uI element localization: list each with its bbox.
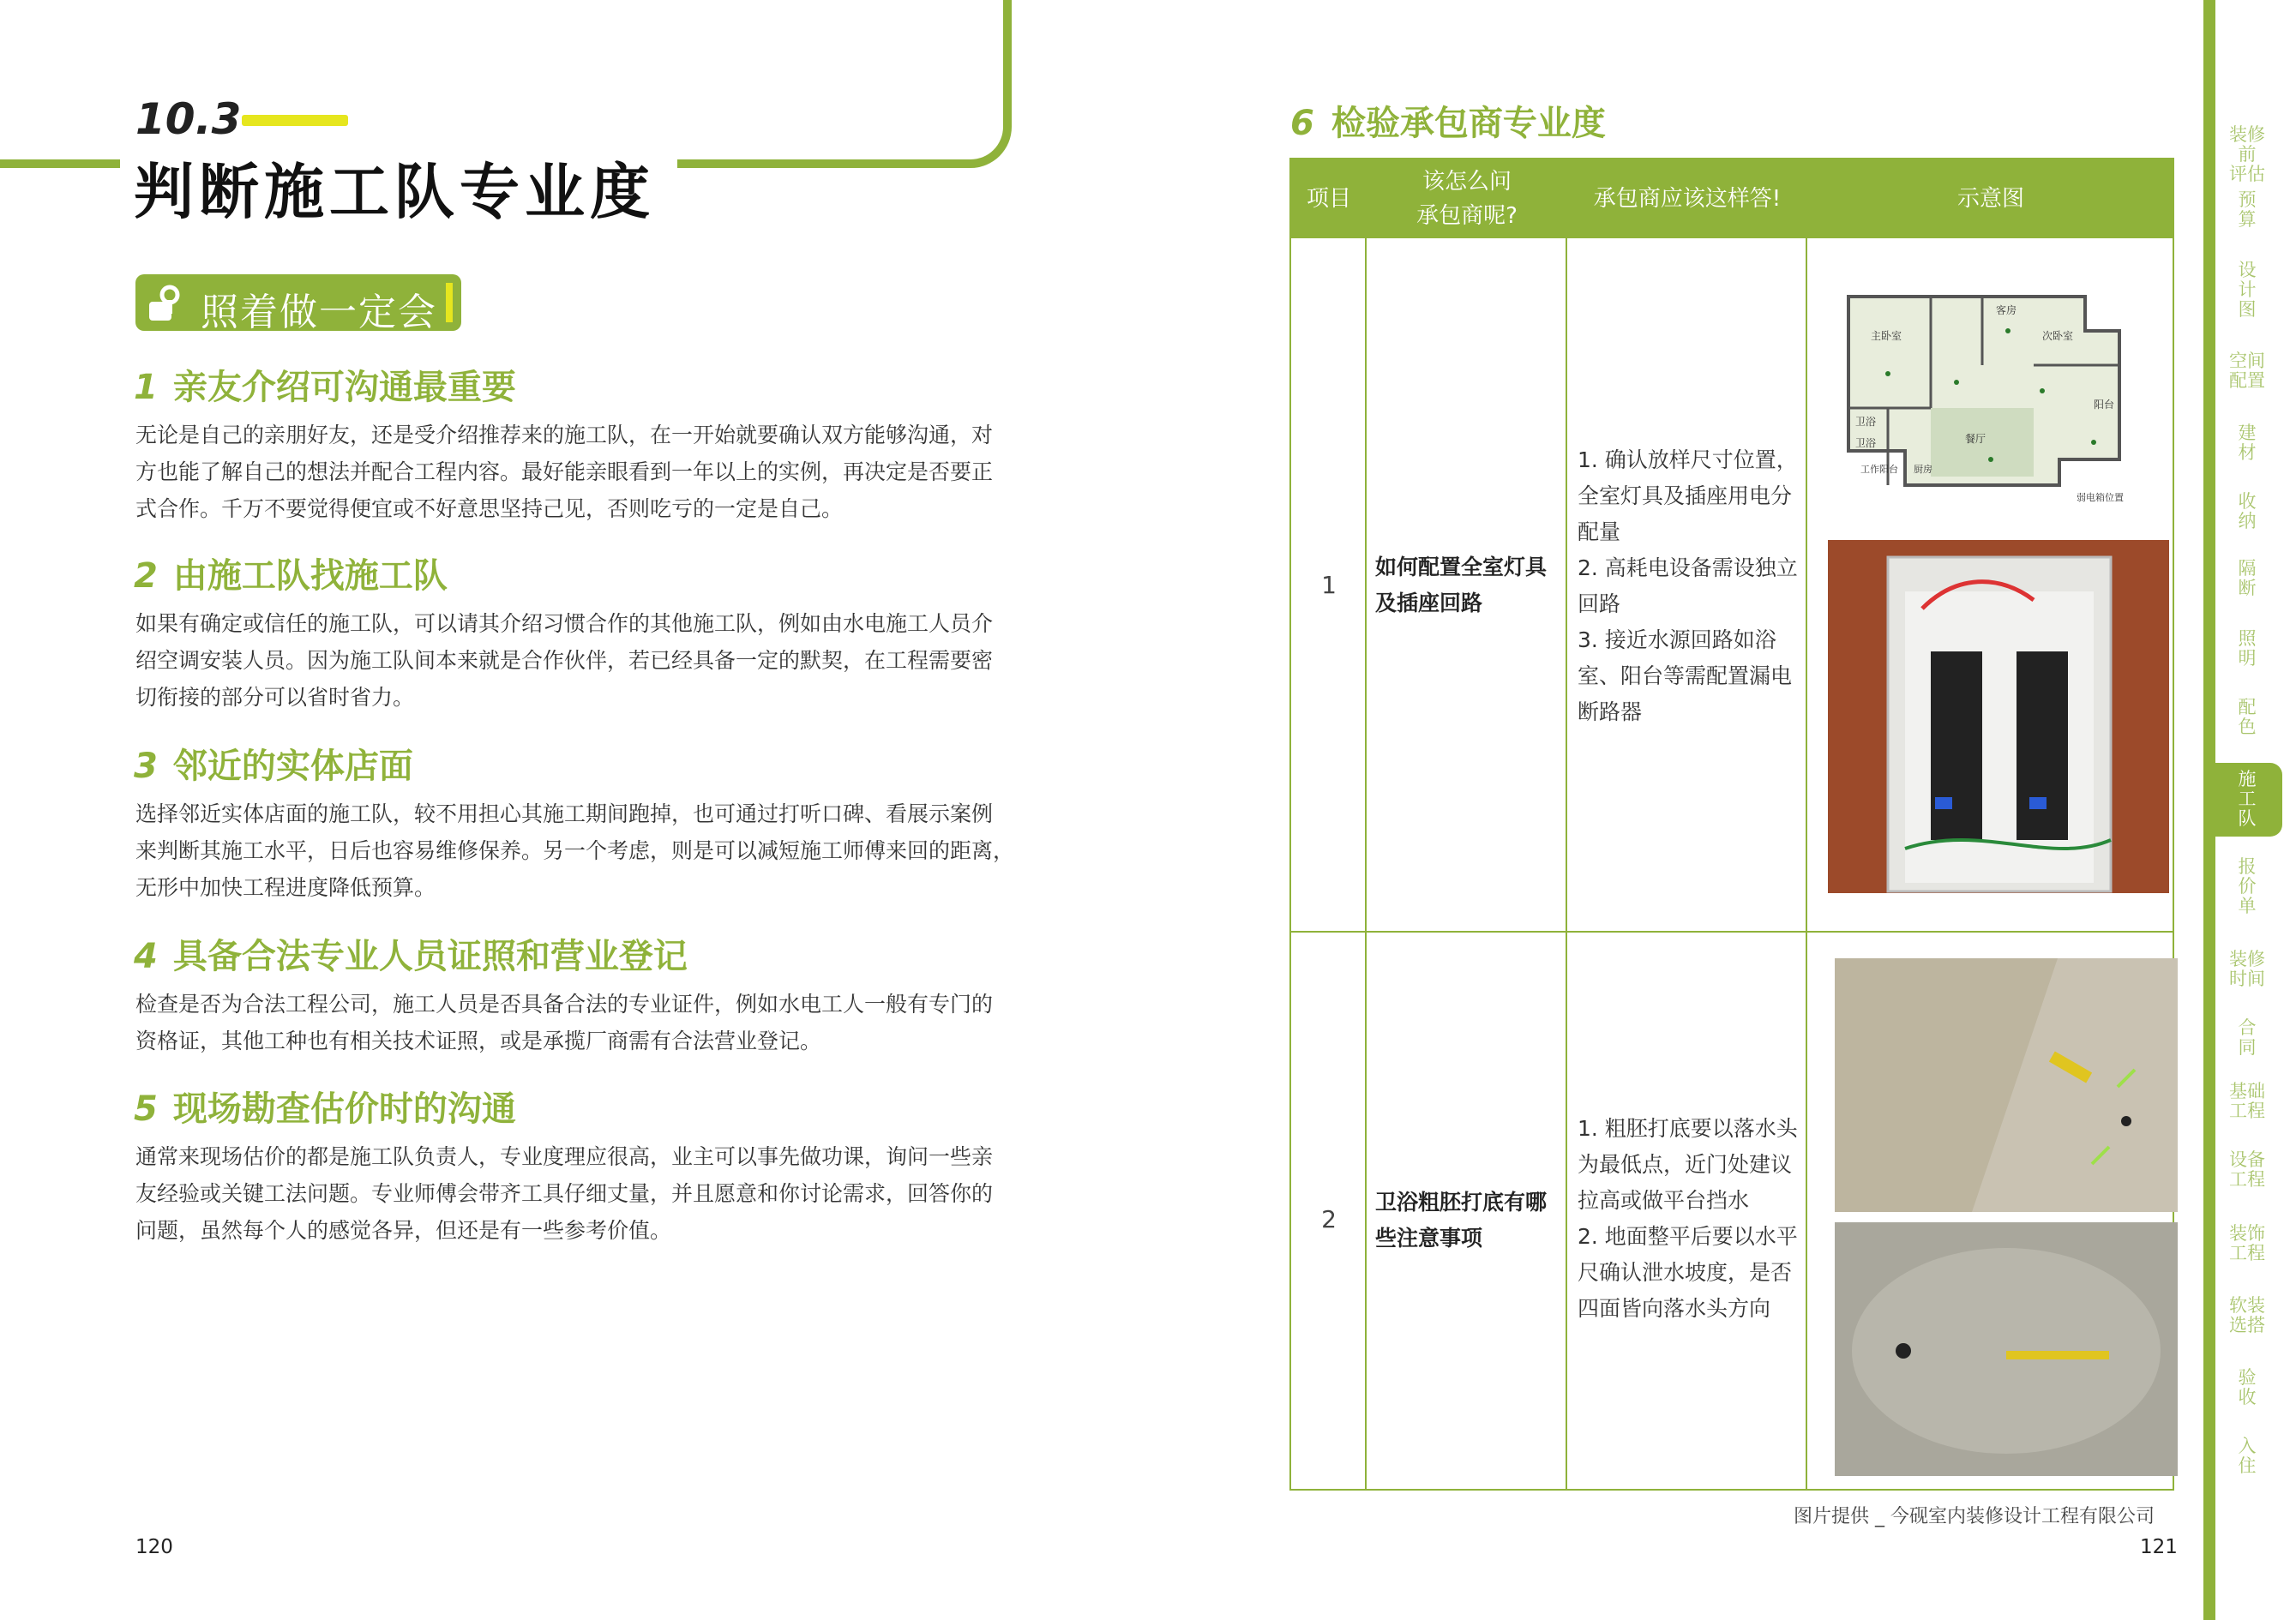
bathroom-floor-drawing-2: [1835, 1222, 2178, 1476]
bathroom-floor-photo-2: [1835, 1222, 2178, 1476]
floorplan-label: 餐厅: [1965, 433, 1986, 445]
floorplan-label: 客房: [1996, 304, 2017, 316]
breaker-panel-drawing: [1828, 540, 2169, 893]
side-nav-item[interactable]: [2226, 261, 2269, 320]
floorplan-label: 阳台: [2094, 399, 2115, 411]
side-nav-item-text: 时间: [2229, 969, 2265, 989]
answer-line: 全室灯具及插座用电分: [1578, 483, 1793, 508]
side-nav-item-text: 计: [2238, 279, 2257, 300]
side-nav-item[interactable]: [2226, 950, 2269, 989]
side-nav-item-text: 空间: [2229, 351, 2265, 371]
item-paragraph: [135, 986, 1027, 1059]
side-nav-item-text: 装饰: [2229, 1223, 2265, 1244]
answer-line: 室、阳台等需配置漏电: [1578, 663, 1793, 688]
item-number: 5: [134, 1089, 158, 1129]
item-paragraph: [135, 1138, 1027, 1249]
side-nav-item[interactable]: [2226, 1082, 2269, 1121]
answer-line: 配量: [1578, 519, 1621, 544]
side-nav-item-text: 验: [2238, 1367, 2257, 1388]
paragraph-line: 检查是否为合法工程公司，施工人员是否具备合法的专业证件，例如水电工人一般有专门的: [135, 992, 994, 1017]
badge-stripe: [446, 283, 453, 322]
item-title: 亲友介绍可沟通最重要: [172, 368, 516, 407]
floorplan-label: 主卧室: [1871, 330, 1902, 342]
side-nav-item-text: 收: [2238, 1387, 2257, 1407]
side-nav-item[interactable]: [2226, 629, 2269, 669]
side-nav-item[interactable]: [2226, 770, 2269, 829]
side-nav-item[interactable]: [2226, 698, 2269, 737]
side-nav-item-text: 预: [2238, 189, 2257, 210]
side-nav-item-text: 收: [2238, 491, 2257, 512]
section-title: 判断施工队专业度: [134, 156, 655, 227]
answer-line: 1. 粗胚打底要以落水头: [1578, 1116, 1798, 1141]
side-nav-item-text: 报: [2238, 856, 2257, 877]
side-nav-item-text: 施: [2238, 769, 2257, 789]
bathroom-floor-drawing-1: [1835, 958, 2178, 1212]
side-nav-item-text: 价: [2238, 876, 2257, 897]
side-nav-item-text: 纳: [2238, 511, 2257, 531]
table-section-heading: [1290, 96, 1606, 145]
col-header-illustration: 示意图: [1807, 159, 2174, 238]
side-nav-item-text: 选搭: [2229, 1315, 2265, 1335]
item-paragraph: [135, 605, 1027, 716]
side-nav-item[interactable]: [2226, 857, 2269, 916]
side-nav-item-text: 色: [2238, 717, 2257, 737]
side-nav-item-text: 隔: [2238, 558, 2257, 579]
side-nav-item-text: 队: [2238, 808, 2257, 829]
paragraph-line: 通常来现场估价的都是施工队负责人，专业度理应很高，业主可以事先做功课，询问一些亲: [135, 1144, 994, 1169]
item-heading: [134, 929, 688, 978]
floorplan-label: 弱电箱位置: [2077, 492, 2124, 503]
side-nav-item-text: 建: [2238, 423, 2257, 443]
paragraph-line: 绍空调安装人员。因为施工队间本来就是合作伙伴，若已经具备一定的默契，在工程需要密: [135, 648, 994, 673]
section-number: 10.3: [135, 94, 242, 144]
paragraph-line: 如果有确定或信任的施工队，可以请其介绍习惯合作的其他施工队，例如由水电施工人员介: [135, 611, 994, 636]
answer-line: 断路器: [1578, 699, 1643, 724]
row-1-question: 如何配置全室灯具 及插座回路: [1375, 555, 1548, 615]
side-nav-item-text: 装修前: [2229, 124, 2265, 165]
item-title: 具备合法专业人员证照和营业登记: [172, 937, 688, 976]
side-nav-item-text: 材: [2238, 442, 2257, 463]
row-divider: [1291, 931, 2173, 933]
item-title: 邻近的实体店面: [172, 747, 413, 786]
row-2-number: 2: [1321, 1205, 1337, 1233]
tip-badge: [135, 274, 461, 334]
image-credit: 图片提供 _ 今砚室内装修设计工程有限公司: [1794, 1506, 2155, 1527]
floorplan-label: 卫浴: [1855, 416, 1877, 428]
side-nav-item-text: 同: [2238, 1037, 2257, 1058]
answer-line: 1. 确认放样尺寸位置，: [1578, 447, 1798, 472]
table-section-number: 6: [1290, 104, 1314, 143]
side-nav-item-text: 断: [2238, 578, 2257, 598]
page-number-right: 121: [2140, 1536, 2178, 1558]
grid-line: [1566, 159, 1567, 1489]
side-nav-item-text: 图: [2238, 299, 2257, 320]
answer-line: 3. 接近水源回路如浴: [1578, 627, 1776, 652]
grid-line: [1365, 159, 1367, 1489]
bathroom-floor-photo-1: [1835, 958, 2178, 1212]
side-nav-item[interactable]: [2226, 1296, 2269, 1335]
answer-line: 2. 高耗电设备需设独立: [1578, 555, 1798, 580]
item-number: 1: [134, 368, 158, 407]
col-header-answer: 承包商应该这样答!: [1567, 159, 1807, 238]
floorplan-label: 工作阳台: [1860, 464, 1898, 475]
side-nav-item-text: 软装: [2229, 1295, 2265, 1316]
side-nav-item[interactable]: [2226, 1368, 2269, 1407]
side-nav-item[interactable]: [2226, 1224, 2269, 1263]
side-nav-bar: [2203, 0, 2215, 1620]
side-nav-item-text: 配置: [2229, 370, 2265, 391]
answer-line: 尺确认泄水坡度，是否: [1578, 1260, 1793, 1285]
side-nav-item-text: 配: [2238, 697, 2257, 717]
item-heading: [134, 549, 448, 597]
paragraph-line: 无形中加快工程进度降低预算。: [135, 875, 436, 900]
item-number: 2: [134, 556, 158, 596]
side-nav-item-text: 评估: [2229, 164, 2265, 184]
side-nav-item-text: 工: [2238, 789, 2257, 809]
side-nav-item[interactable]: [2226, 351, 2269, 391]
item-title: 现场勘查估价时的沟通: [172, 1089, 516, 1129]
paragraph-line: 切衔接的部分可以省时省力。: [135, 685, 415, 710]
side-nav-item[interactable]: [2226, 1437, 2269, 1476]
item-heading: [134, 739, 413, 788]
side-nav-item-text: 照: [2238, 628, 2257, 649]
floorplan-label: 次卧室: [2042, 330, 2074, 342]
paragraph-line: 问题，虽然每个人的感觉各异，但还是有一些参考价值。: [135, 1218, 672, 1243]
page-number-left: 120: [135, 1536, 173, 1558]
side-nav-item-text: 基础: [2229, 1081, 2265, 1101]
paragraph-line: 资格证，其他工种也有相关技术证照，或是承揽厂商需有合法营业登记。: [135, 1029, 822, 1053]
item-paragraph: [135, 417, 1027, 527]
item-heading: [134, 1082, 516, 1131]
badge-label: 照着做一定会: [201, 291, 437, 334]
floorplan-image: [1836, 279, 2159, 518]
side-nav-item-text: 算: [2238, 209, 2257, 230]
answer-line: 回路: [1578, 591, 1621, 616]
side-nav-item-text: 明: [2238, 648, 2257, 669]
side-nav-item-text: 工程: [2229, 1169, 2265, 1190]
side-nav-item[interactable]: [2226, 1150, 2269, 1190]
side-nav-item[interactable]: [2226, 559, 2269, 598]
side-nav-item-text: 住: [2238, 1455, 2257, 1476]
section-accent-bar: [242, 115, 348, 126]
breaker-panel-photo: [1828, 540, 2169, 893]
side-nav-item-text: 装修: [2229, 949, 2265, 969]
ok-hand-icon: [146, 283, 187, 322]
side-nav-item-text: 工程: [2229, 1243, 2265, 1263]
answer-line: 四面皆向落水头方向: [1578, 1296, 1771, 1321]
col-header-item: 项目: [1291, 159, 1367, 238]
paragraph-line: 来判断其施工水平，日后也容易维修保养。另一个考虑，则是可以减短施工师傅来回的距离，: [135, 838, 1015, 863]
paragraph-line: 无论是自己的亲朋好友，还是受介绍推荐来的施工队，在一开始就要确认双方能够沟通，对: [135, 423, 994, 447]
row-2-question: 卫浴粗胚打底有哪 些注意事项: [1375, 1190, 1548, 1251]
side-nav-item-text: 设备: [2229, 1149, 2265, 1170]
side-nav-item[interactable]: [2226, 125, 2269, 184]
paragraph-line: 方也能了解自己的想法并配合工程内容。最好能亲眼看到一年以上的实例，再决定是否要正: [135, 459, 994, 484]
paragraph-line: 友经验或关键工法问题。专业师傅会带齐工具仔细丈量，并且愿意和你讨论需求，回答你的: [135, 1181, 994, 1206]
row-1-answer: [1578, 442, 1809, 730]
row-2-answer: [1578, 1111, 1809, 1327]
item-paragraph: [135, 795, 1027, 906]
item-number: 3: [134, 747, 158, 786]
item-heading: [134, 360, 516, 409]
item-number: 4: [134, 937, 158, 976]
contractor-check-table: [1289, 158, 2174, 1491]
paragraph-line: 选择邻近实体店面的施工队，较不用担心其施工期间跑掉，也可通过打听口碑、看展示案例: [135, 801, 994, 826]
side-nav-item-text: 合: [2238, 1017, 2257, 1038]
side-nav-item-text: 设: [2238, 260, 2257, 280]
floorplan-label: 卫浴: [1855, 437, 1877, 449]
answer-line: 拉高或做平台挡水: [1578, 1188, 1750, 1213]
row-1-number: 1: [1321, 571, 1337, 599]
item-title: 由施工队找施工队: [172, 556, 448, 596]
side-nav-item[interactable]: [2226, 423, 2269, 463]
table-section-title: 检验承包商专业度: [1331, 104, 1606, 143]
side-nav-item-text: 工程: [2229, 1101, 2265, 1121]
side-nav-item[interactable]: [2226, 190, 2269, 230]
floorplan-label: 厨房: [1914, 464, 1932, 475]
answer-line: 为最低点，近门处建议: [1578, 1152, 1793, 1177]
side-nav-item[interactable]: [2226, 492, 2269, 531]
paragraph-line: 式合作。千万不要觉得便宜或不好意思坚持己见，否则吃亏的一定是自己。: [135, 496, 844, 521]
side-nav-item-text: 入: [2238, 1436, 2257, 1456]
side-nav-item-text: 单: [2238, 896, 2257, 916]
side-nav-item[interactable]: [2226, 1018, 2269, 1058]
answer-line: 2. 地面整平后要以水平: [1578, 1224, 1798, 1249]
floorplan-drawing: [1836, 279, 2159, 518]
col-header-question: 该怎么问 承包商呢?: [1367, 159, 1567, 238]
